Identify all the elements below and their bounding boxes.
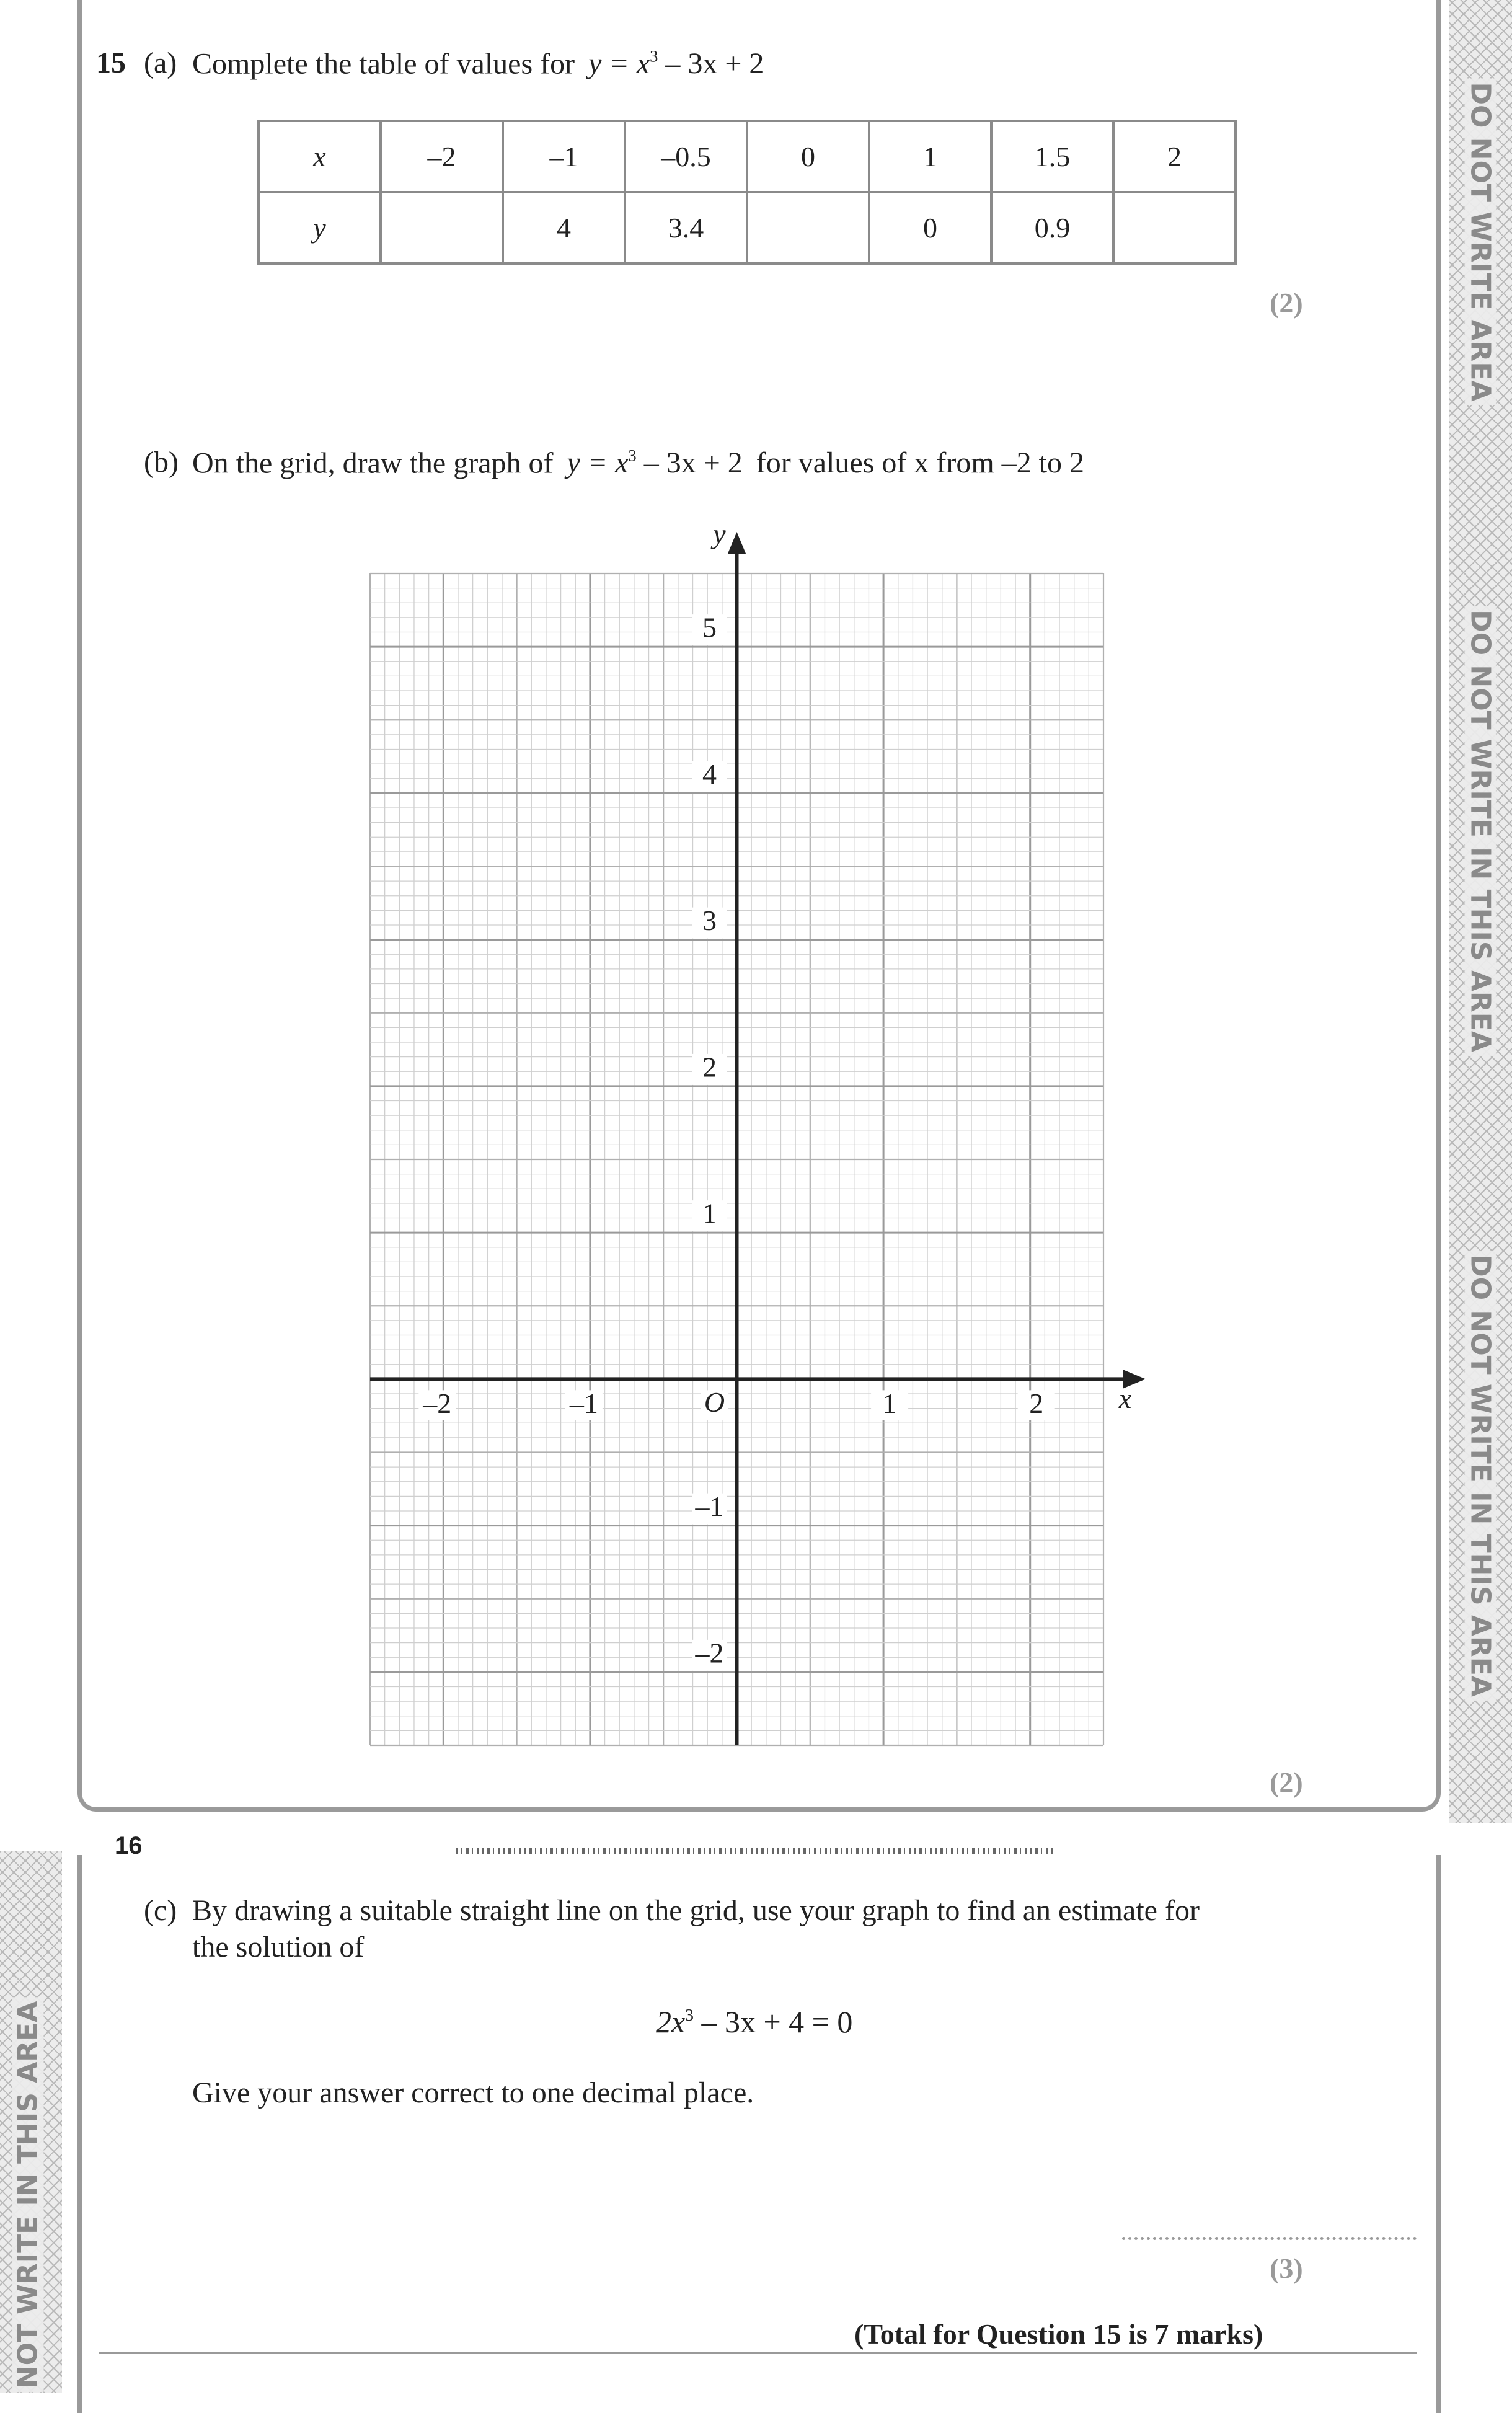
x-tick-label: –2	[423, 1387, 452, 1419]
y-tick-label: –2	[695, 1637, 724, 1669]
table-cell: 0	[869, 192, 991, 263]
table-cell: 2	[1113, 121, 1236, 192]
part-c-marks: (3)	[1270, 2252, 1303, 2284]
part-c-line1: By drawing a suitable straight line on the grid, use your graph to find an estimate for	[192, 1894, 1200, 1927]
x-axis-label: x	[1118, 1382, 1132, 1414]
side-notice-middle: DO NOT WRITE IN THIS AREA	[1465, 606, 1497, 1056]
side-notice-top: DO NOT WRITE AREA	[1465, 78, 1497, 405]
question-number: 15	[96, 46, 126, 79]
table-cell: 0.9	[991, 192, 1113, 263]
y-tick-label: 1	[702, 1197, 717, 1229]
part-a-label: (a)	[144, 46, 177, 79]
part-a-equation: $y = x^3 - 3x + 2$	[588, 47, 764, 81]
table-cell: 1	[869, 121, 991, 192]
table-cell: –2	[381, 121, 503, 192]
answer-line[interactable]	[1122, 2237, 1417, 2240]
table-cell: 1.5	[991, 121, 1113, 192]
x-tick-label: –1	[569, 1387, 598, 1419]
part-b-equation: $y = x^3 - 3x + 2$	[567, 446, 743, 480]
y-axis-label: y	[713, 518, 726, 550]
x-tick-label: 1	[882, 1387, 897, 1419]
table-header-x: x	[259, 121, 381, 192]
y-axis-arrow	[728, 532, 746, 554]
part-c-line2: the solution of	[192, 1931, 365, 1964]
part-c-equation: $2x^3 - 3x + 4 = 0$	[656, 2004, 853, 2039]
y-tick-label: –1	[695, 1490, 724, 1523]
y-tick-label: 5	[702, 611, 717, 644]
part-b-prompt: On the grid, draw the graph of	[192, 446, 554, 480]
y-tick-label: 3	[702, 905, 717, 937]
part-b-label: (b)	[144, 446, 179, 479]
table-cell: 4	[503, 192, 625, 263]
table-cell: 3.4	[625, 192, 747, 263]
table-cell: –0.5	[625, 121, 747, 192]
question-total: (Total for Question 15 is 7 marks)	[854, 2318, 1263, 2350]
side-notice-left: NOT WRITE IN THIS AREA	[12, 1998, 44, 2393]
part-a-prompt: Complete the table of values for	[192, 47, 575, 81]
side-notice-bottom: DO NOT WRITE IN THIS AREA	[1465, 1251, 1497, 1701]
x-tick-label: 2	[1029, 1387, 1044, 1419]
part-c-label: (c)	[144, 1894, 177, 1927]
part-b-marks: (2)	[1270, 1766, 1303, 1798]
table-cell: –1	[503, 121, 625, 192]
part-c-instruction: Give your answer correct to one decimal place.	[192, 2076, 754, 2109]
table-cell: 0	[747, 121, 869, 192]
y-tick-label: 4	[702, 758, 717, 790]
origin-label: O	[704, 1386, 725, 1418]
y-tick-label: 2	[702, 1051, 717, 1083]
part-b-range: for values of x from –2 to 2	[756, 446, 1084, 480]
bottom-rule	[99, 2352, 1417, 2354]
table-header-y: y	[259, 192, 381, 263]
page-number: 16	[115, 1832, 143, 1859]
part-a-marks: (2)	[1270, 287, 1303, 319]
